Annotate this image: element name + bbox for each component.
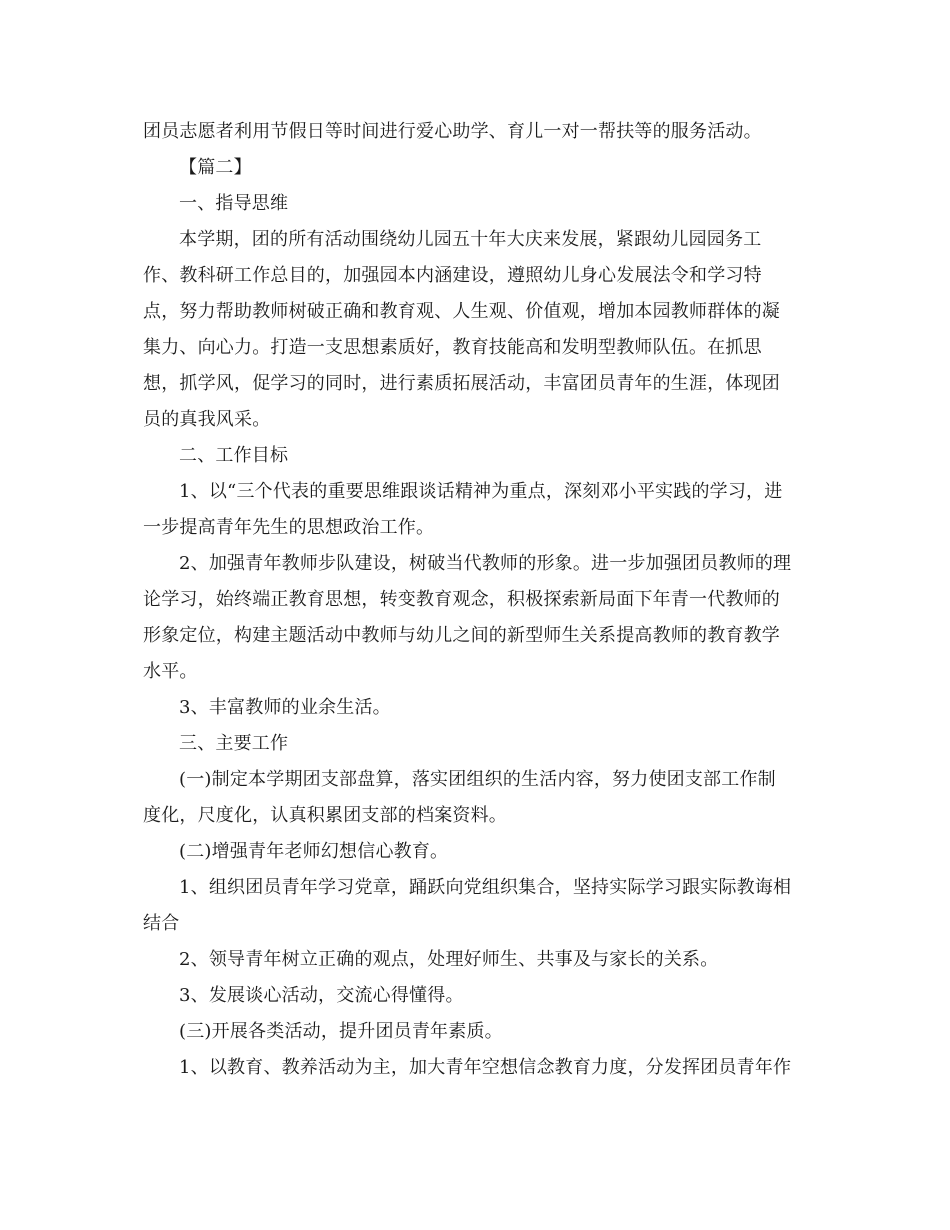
text-line: 结合 [143, 913, 180, 934]
text-line: 形象定位，构建主题活动中教师与幼儿之间的新型师生关系提高教师的教育教学 [143, 625, 780, 646]
text-line: 一步提高青年先生的思想政治工作。 [143, 517, 435, 538]
text-line: 点，努力帮助教师树破正确和教育观、人生观、价值观，增加本园教师群体的凝 [143, 301, 780, 322]
text-line: 水平。 [143, 661, 198, 682]
document-body [143, 114, 808, 1086]
text-line: 员的真我风采。 [143, 409, 271, 430]
text-line: 本学期，团的所有活动围绕幼儿园五十年大庆来发展，紧跟幼儿园园务工 [179, 229, 762, 250]
text-line: (一)制定本学期团支部盘算，落实团组织的生活内容，努力使团支部工作制 [179, 769, 776, 790]
section-heading: 二、工作目标 [179, 445, 289, 466]
text-line: 论学习，始终端正教育思想，转变教育观念，积极探索新局面下年青一代教师的 [143, 589, 780, 610]
text-line: 3、丰富教师的业余生活。 [179, 697, 391, 718]
section-heading: 【篇二】 [179, 157, 252, 178]
text-line: 度化，尺度化，认真积累团支部的档案资料。 [143, 805, 507, 826]
text-line: (二)增强青年老师幻想信心教育。 [179, 841, 449, 862]
text-line: 1、以教育、教养活动为主，加大青年空想信念教育力度，分发挥团员青年作 [179, 1057, 792, 1078]
text-line: 3、发展谈心活动，交流心得懂得。 [179, 985, 464, 1006]
text-line: 1、组织团员青年学习党章，踊跃向党组织集合，坚持实际学习跟实际教诲相 [179, 877, 792, 898]
text-line: 2、领导青年树立正确的观点，处理好师生、共事及与家长的关系。 [179, 949, 719, 970]
text-line: 想，抓学风，促学习的同时，进行素质拓展活动，丰富团员青年的生涯，体现团 [143, 373, 780, 394]
section-heading: 三、主要工作 [179, 733, 289, 754]
text-line: (三)开展各类活动，提升团员青年素质。 [179, 1021, 503, 1042]
section-heading: 一、指导思维 [179, 193, 289, 214]
text-line: 团员志愿者利用节假日等时间进行爱心助学、育儿一对一帮扶等的服务活动。 [143, 121, 762, 142]
text-line: 2、加强青年教师步队建设，树破当代教师的形象。进一步加强团员教师的理 [179, 553, 792, 574]
text-line: 1、以“三个代表的重要思维跟谈话精神为重点，深刻邓小平实践的学习，进 [179, 481, 783, 502]
text-line: 集力、向心力。打造一支思想素质好，教育技能高和发明型教师队伍。在抓思 [143, 337, 762, 358]
text-line: 作、教科研工作总目的，加强园本内涵建设，遵照幼儿身心发展法令和学习特 [143, 265, 762, 286]
